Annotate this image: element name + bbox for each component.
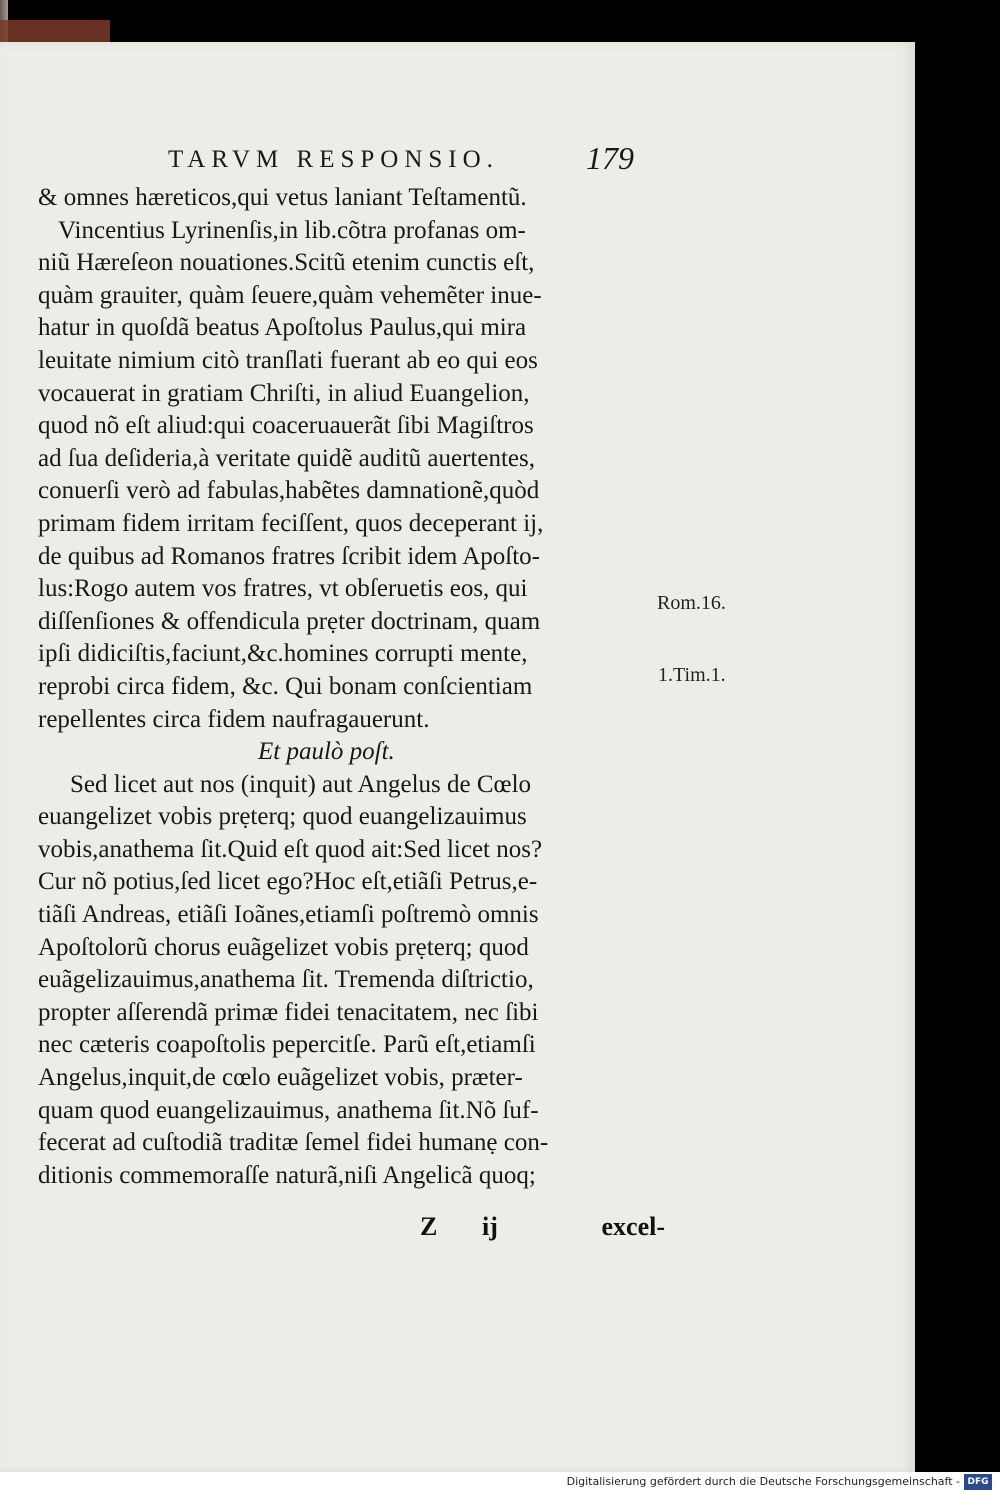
text-line: quod nõ eſt aliud:qui coaceruauerãt ſibi Magiſtros [38, 412, 534, 440]
catchword: excel- [601, 1212, 665, 1241]
text-line: tiãſi Andreas, etiãſi Ioãnes,etiamſi poſtremò omnis [38, 901, 539, 929]
text-line: primam fidem irritam feciſſent, quos deceperant ij, [38, 509, 544, 537]
text-line: Cur nõ potius,ſed licet ego?Hoc eſt,etiãſi Petrus,e- [38, 868, 538, 896]
text-line: fecerat ad cuſtodiã traditæ ſemel fidei humanẹ con- [38, 1129, 549, 1157]
main-text [38, 182, 663, 1192]
signature-sub: ij [482, 1212, 498, 1241]
text-line: diſſenſiones & offendicula prẹter doctrinam, quam [38, 607, 541, 635]
signature-line [420, 1212, 665, 1248]
margin-note-tim: 1.Tim.1. [658, 664, 726, 686]
text-line: repellentes circa fidem naufragauerunt. [38, 705, 430, 733]
text-line: hatur in quoſdã beatus Apoſtolus Paulus,qui mira [38, 314, 527, 342]
text-line: conuerſi verò ad fabulas,habẽtes damnationẽ,quòd [38, 477, 540, 505]
text-line: reprobi circa fidem, &c. Qui bonam conſcientiam [38, 672, 533, 700]
text-line: ipſi didiciſtis,faciunt,&c.homines corrupti mente, [38, 640, 528, 668]
text-line: Angelus,inquit,de cœlo euãgelizet vobis, præter- [38, 1064, 523, 1092]
text-line: ditionis commemoraſſe naturã,niſi Angelicã quoq; [38, 1161, 536, 1189]
text-line: vocauerat in gratiam Chriſti, in aliud Euangelion, [38, 379, 530, 407]
signature-mark: Z [420, 1212, 438, 1241]
text-line: ad ſua deſideria,à veritate quidẽ auditũ auertentes, [38, 444, 535, 472]
text-line: euãgelizauimus,anathema ſit. Tremenda diſtrictio, [38, 966, 534, 994]
text-line: vobis,anathema ſit.Quid eſt quod ait:Sed licet nos? [38, 835, 543, 863]
text-line: euangelizet vobis prẹterq; quod euangelizauimus [38, 803, 527, 831]
footer-bar [0, 1472, 1000, 1493]
margin-note-rom: Rom.16. [657, 592, 726, 614]
text-line: quàm grauiter, quàm ſeuere,quàm vehemẽter inue- [38, 281, 542, 309]
text-line: Sed licet aut nos (inquit) aut Angelus de Cœlo [70, 770, 532, 798]
text-line: lus:Rogo autem vos fratres, vt obſeruetis eos, qui [38, 575, 528, 603]
text-line: Apoſtolorũ chorus euãgelizet vobis prẹterq; quod [38, 933, 529, 961]
text-line: Vincentius Lyrinenſis,in lib.cõtra profanas om- [58, 216, 526, 244]
footer-credit: Digitalisierung gefördert durch die Deutsche Forschungsgemeinschaft - [566, 1475, 960, 1488]
text-line: niũ Hæreſeon nouationes.Scitũ etenim cunctis eſt, [38, 249, 535, 277]
section-heading: Et paulò poſt. [258, 738, 395, 766]
text-line: propter aſſerendã primæ fidei tenacitatem, nec ſibi [38, 998, 539, 1026]
text-line: quam quod euangelizauimus, anathema ſit.Nõ ſuf- [38, 1096, 539, 1124]
text-line: de quibus ad Romanos fratres ſcribit idem Apoſto- [38, 542, 540, 570]
running-head: TARVM RESPONSIO. [168, 146, 499, 173]
page-header [168, 140, 668, 184]
text-line: leuitate nimium citò tranſlati fuerant ab eo qui eos [38, 346, 538, 374]
dfg-logo: DFG [964, 1474, 992, 1490]
text-line: nec cæteris coapoſtolis pepercitſe. Parũ eſt,etiamſi [38, 1031, 536, 1059]
text-line: & omnes hæreticos,qui vetus laniant Teſtamentũ. [38, 184, 527, 211]
page-number: 179 [586, 140, 634, 176]
